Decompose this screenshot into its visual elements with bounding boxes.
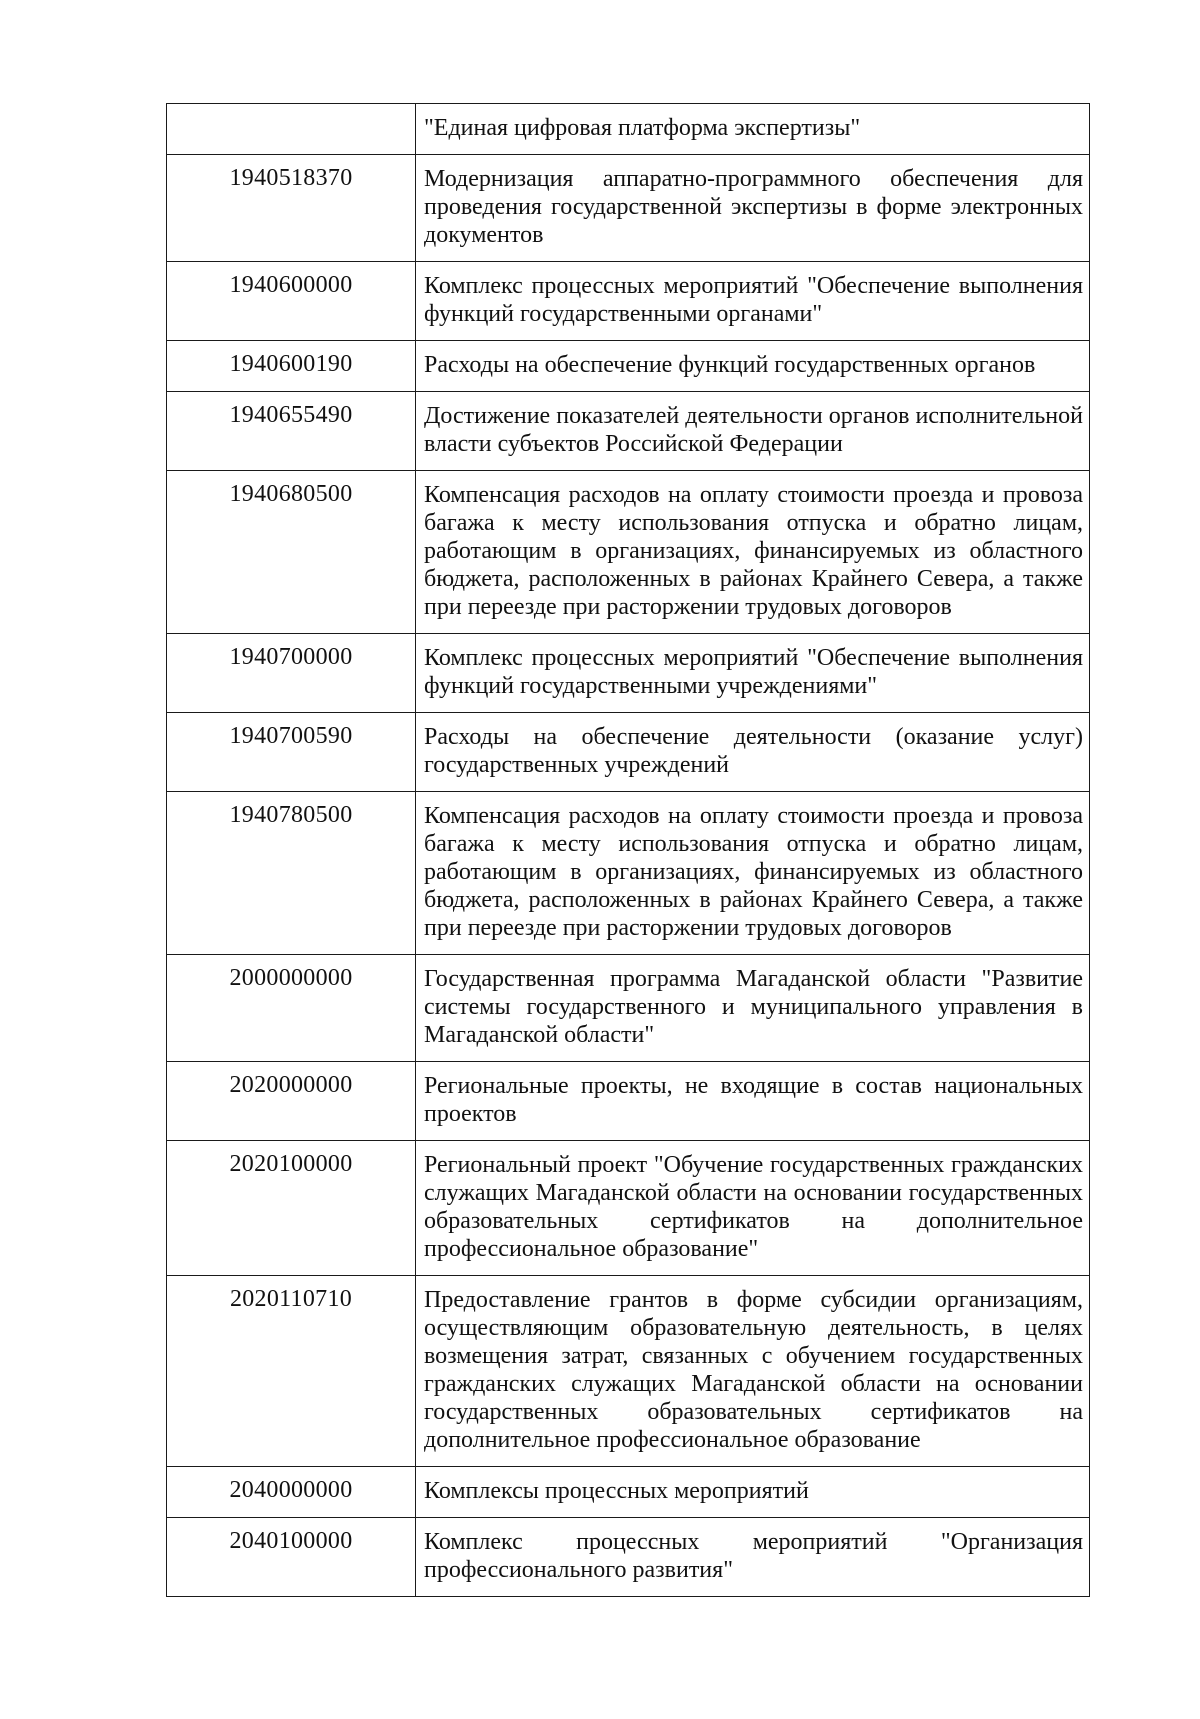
expense-description: Модернизация аппаратно-программного обеспечения для проведения государственной экспертизы в форме электронных документов	[416, 155, 1090, 262]
table-row	[167, 104, 1090, 155]
classification-code: 1940700590	[167, 713, 416, 792]
table-row	[167, 155, 1090, 262]
classification-code: 2020100000	[167, 1141, 416, 1276]
expense-description: Комплекс процессных мероприятий "Обеспечение выполнения функций государственными органами"	[416, 262, 1090, 341]
classification-code: 1940780500	[167, 792, 416, 955]
classification-code: 2040100000	[167, 1518, 416, 1597]
expense-description: Комплексы процессных мероприятий	[416, 1467, 1090, 1518]
expense-description: Расходы на обеспечение функций государственных органов	[416, 341, 1090, 392]
expense-description: Комплекс процессных мероприятий "Обеспечение выполнения функций государственными учреждениями"	[416, 634, 1090, 713]
classification-code: 1940655490	[167, 392, 416, 471]
table-row	[167, 1141, 1090, 1276]
expense-description: Расходы на обеспечение деятельности (оказание услуг) государственных учреждений	[416, 713, 1090, 792]
expense-description: Региональные проекты, не входящие в состав национальных проектов	[416, 1062, 1090, 1141]
table-row	[167, 1518, 1090, 1597]
classification-code: 1940700000	[167, 634, 416, 713]
expense-description: "Единая цифровая платформа экспертизы"	[416, 104, 1090, 155]
table-row	[167, 713, 1090, 792]
expense-description: Достижение показателей деятельности органов исполнительной власти субъектов Российской Федерации	[416, 392, 1090, 471]
table-row	[167, 341, 1090, 392]
expense-description: Комплекс процессных мероприятий "Организация профессионального развития"	[416, 1518, 1090, 1597]
classification-code: 1940680500	[167, 471, 416, 634]
table-row	[167, 471, 1090, 634]
table-row	[167, 392, 1090, 471]
expense-description: Компенсация расходов на оплату стоимости проезда и провоза багажа к месту использования отпуска и обратно лицам, работающим в организациях, финансируемых из областного бюджета, расположенных в районах Крайнего Севера, а также при переезде при расторжении трудовых договоров	[416, 792, 1090, 955]
table-row	[167, 262, 1090, 341]
classification-code: 1940600000	[167, 262, 416, 341]
classification-code: 2020110710	[167, 1276, 416, 1467]
table-row	[167, 955, 1090, 1062]
classification-code: 1940518370	[167, 155, 416, 262]
table-row	[167, 1276, 1090, 1467]
expense-description: Региональный проект "Обучение государственных гражданских служащих Магаданской области на основании государственных образовательных сертификатов на дополнительное профессиональное образование"	[416, 1141, 1090, 1276]
budget-classification-table	[166, 103, 1090, 1597]
expense-description: Компенсация расходов на оплату стоимости проезда и провоза багажа к месту использования отпуска и обратно лицам, работающим в организациях, финансируемых из областного бюджета, расположенных в районах Крайнего Севера, а также при переезде при расторжении трудовых договоров	[416, 471, 1090, 634]
expense-description: Государственная программа Магаданской области "Развитие системы государственного и муниципального управления в Магаданской области"	[416, 955, 1090, 1062]
classification-code: 1940600190	[167, 341, 416, 392]
expense-description: Предоставление грантов в форме субсидии организациям, осуществляющим образовательную деятельность, в целях возмещения затрат, связанных с обучением государственных гражданских служащих Магаданской области на основании государственных образовательных сертификатов на дополнительное профессиональное образование	[416, 1276, 1090, 1467]
table-row	[167, 792, 1090, 955]
classification-code: 2020000000	[167, 1062, 416, 1141]
table-row	[167, 634, 1090, 713]
classification-code	[167, 104, 416, 155]
classification-code: 2040000000	[167, 1467, 416, 1518]
table-row	[167, 1467, 1090, 1518]
classification-code: 2000000000	[167, 955, 416, 1062]
table-row	[167, 1062, 1090, 1141]
